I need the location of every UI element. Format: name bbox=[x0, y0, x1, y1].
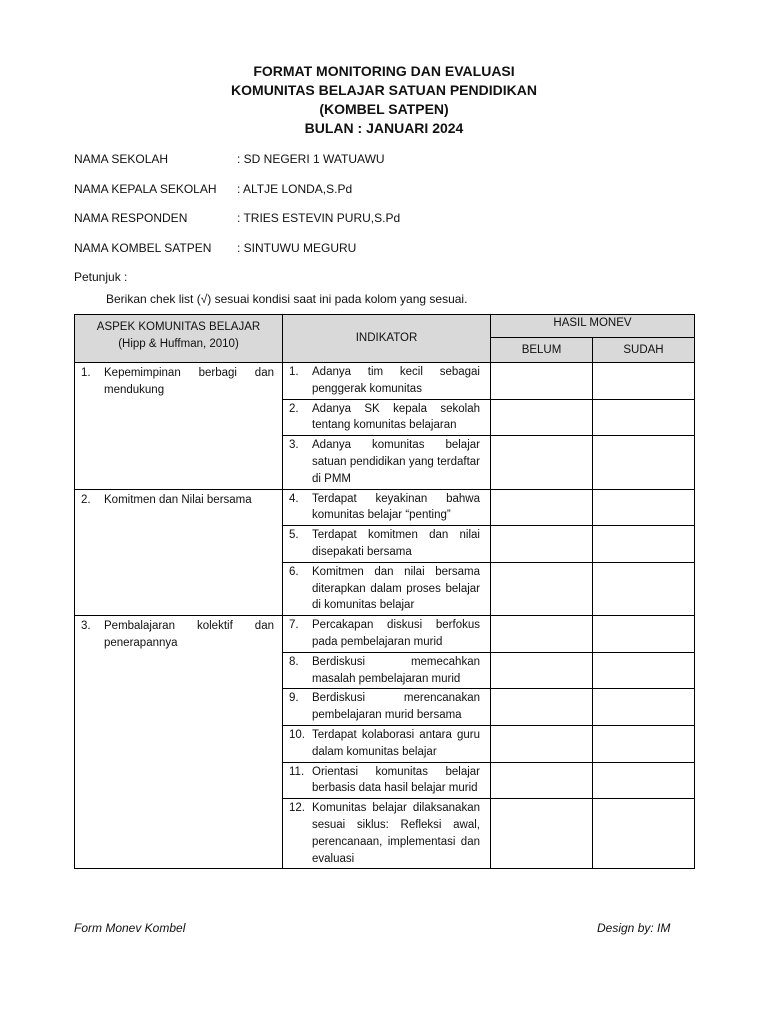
belum-checkbox-cell[interactable] bbox=[491, 689, 593, 726]
title-line-4: BULAN : JANUARI 2024 bbox=[304, 120, 464, 136]
indicator-cell bbox=[283, 399, 491, 436]
info-value: : TRIES ESTEVIN PURU,S.Pd bbox=[237, 211, 401, 225]
aspect-cell-1 bbox=[75, 363, 283, 490]
info-value: : SD NEGERI 1 WATUAWU bbox=[237, 152, 385, 166]
indicator-cell bbox=[283, 436, 491, 489]
header-aspek-line2: (Hipp & Huffman, 2010) bbox=[118, 337, 239, 350]
indicator-cell bbox=[283, 526, 491, 563]
indicator-text: Komitmen dan nilai bersama diterapkan dalam proses belajar di komunitas belajar bbox=[312, 565, 480, 612]
indicator-text: Terdapat komitmen dan nilai disepakati bersama bbox=[312, 529, 480, 558]
header-hasil-monev: HASIL MONEV bbox=[491, 315, 695, 338]
indicator-number: 12. bbox=[289, 802, 305, 815]
table-header-row bbox=[75, 315, 695, 338]
indicator-text: Terdapat kolaborasi antara guru dalam komunitas belajar bbox=[312, 728, 480, 758]
info-value: : SINTUWU MEGURU bbox=[237, 241, 357, 255]
info-label: NAMA RESPONDEN bbox=[74, 211, 188, 225]
header-indikator: INDIKATOR bbox=[283, 315, 491, 363]
indicator-cell bbox=[283, 799, 491, 869]
aspect-text: Komitmen dan Nilai bersama bbox=[104, 493, 252, 506]
indicator-number: 2. bbox=[289, 402, 299, 415]
header-sudah: SUDAH bbox=[593, 338, 695, 363]
sudah-checkbox-cell[interactable] bbox=[593, 526, 695, 563]
aspect-number: 2. bbox=[81, 493, 91, 506]
sudah-checkbox-cell[interactable] bbox=[593, 436, 695, 489]
indicator-cell bbox=[283, 616, 491, 653]
indicator-number: 10. bbox=[289, 728, 305, 741]
header-belum: BELUM bbox=[491, 338, 593, 363]
indicator-text: Orientasi komunitas belajar berbasis data hasil belajar murid bbox=[312, 765, 480, 795]
aspect-cell-2 bbox=[75, 489, 283, 616]
sudah-checkbox-cell[interactable] bbox=[593, 399, 695, 436]
indicator-text: Percakapan diskusi berfokus pada pembelajaran murid bbox=[312, 619, 480, 648]
info-label: NAMA KOMBEL SATPEN bbox=[74, 241, 212, 255]
indicator-text: Berdiskusi merencanakan pembelajaran murid bersama bbox=[312, 692, 480, 722]
belum-checkbox-cell[interactable] bbox=[491, 489, 593, 526]
belum-checkbox-cell[interactable] bbox=[491, 526, 593, 563]
table-row bbox=[75, 616, 695, 653]
title-line-3: (KOMBEL SATPEN) bbox=[319, 101, 449, 117]
indicator-text: Terdapat keyakinan bahwa komunitas belajar “penting” bbox=[312, 492, 480, 522]
table-row bbox=[75, 363, 695, 400]
aspect-number: 1. bbox=[81, 367, 91, 379]
indicator-number: 9. bbox=[289, 692, 299, 705]
indicator-number: 3. bbox=[289, 439, 299, 452]
document-title bbox=[0, 62, 768, 138]
aspect-text: Kepemimpinan berbagi dan mendukung bbox=[104, 367, 274, 396]
indicator-cell bbox=[283, 725, 491, 762]
belum-checkbox-cell[interactable] bbox=[491, 436, 593, 489]
indicator-text: Adanya SK kepala sekolah tentang komunitas belajaran bbox=[312, 402, 480, 432]
belum-checkbox-cell[interactable] bbox=[491, 652, 593, 689]
info-value: : ALTJE LONDA,S.Pd bbox=[237, 182, 353, 196]
indicator-text: Komunitas belajar dilaksanakan sesuai siklus: Refleksi awal, perencanaan, implementasi dan evaluasi bbox=[312, 802, 480, 865]
indicator-cell bbox=[283, 363, 491, 400]
indicator-number: 6. bbox=[289, 565, 299, 578]
belum-checkbox-cell[interactable] bbox=[491, 363, 593, 400]
sudah-checkbox-cell[interactable] bbox=[593, 616, 695, 653]
header-aspek-line1: ASPEK KOMUNITAS BELAJAR bbox=[96, 321, 261, 333]
indicator-number: 7. bbox=[289, 619, 299, 632]
sudah-checkbox-cell[interactable] bbox=[593, 725, 695, 762]
indicator-text: Berdiskusi memecahkan masalah pembelajaran murid bbox=[312, 655, 480, 685]
indicator-number: 1. bbox=[289, 366, 299, 378]
table-row bbox=[75, 489, 695, 526]
sudah-checkbox-cell[interactable] bbox=[593, 363, 695, 400]
header-aspek bbox=[75, 315, 283, 363]
indicator-cell bbox=[283, 689, 491, 726]
belum-checkbox-cell[interactable] bbox=[491, 725, 593, 762]
aspect-cell-3 bbox=[75, 616, 283, 869]
indicator-text: Adanya tim kecil sebagai penggerak komunitas bbox=[312, 366, 480, 395]
aspect-text: Pembalajaran kolektif dan penerapannya bbox=[104, 620, 274, 649]
footer-designer: Design by: IM bbox=[597, 921, 671, 935]
info-label: NAMA SEKOLAH bbox=[74, 152, 169, 166]
instructions-label: Petunjuk : bbox=[74, 270, 128, 284]
sudah-checkbox-cell[interactable] bbox=[593, 689, 695, 726]
sudah-checkbox-cell[interactable] bbox=[593, 489, 695, 526]
sudah-checkbox-cell[interactable] bbox=[593, 762, 695, 799]
title-line-1: FORMAT MONITORING DAN EVALUASI bbox=[253, 63, 515, 79]
belum-checkbox-cell[interactable] bbox=[491, 762, 593, 799]
sudah-checkbox-cell[interactable] bbox=[593, 562, 695, 615]
indicator-number: 4. bbox=[289, 492, 299, 505]
monev-table bbox=[74, 314, 695, 869]
belum-checkbox-cell[interactable] bbox=[491, 616, 593, 653]
belum-checkbox-cell[interactable] bbox=[491, 799, 593, 869]
indicator-text: Adanya komunitas belajar satuan pendidikan yang terdaftar di PMM bbox=[312, 439, 480, 485]
info-label: NAMA KEPALA SEKOLAH bbox=[74, 182, 217, 196]
aspect-number: 3. bbox=[81, 620, 91, 633]
indicator-cell bbox=[283, 562, 491, 615]
indicator-number: 11. bbox=[289, 765, 305, 778]
indicator-number: 8. bbox=[289, 655, 299, 668]
belum-checkbox-cell[interactable] bbox=[491, 562, 593, 615]
sudah-checkbox-cell[interactable] bbox=[593, 652, 695, 689]
footer-form-name: Form Monev Kombel bbox=[74, 921, 186, 935]
indicator-cell bbox=[283, 489, 491, 526]
instructions-text: Berikan chek list (√) sesuai kondisi saat ini pada kolom yang sesuai. bbox=[106, 292, 468, 306]
belum-checkbox-cell[interactable] bbox=[491, 399, 593, 436]
sudah-checkbox-cell[interactable] bbox=[593, 799, 695, 869]
indicator-number: 5. bbox=[289, 529, 299, 542]
indicator-cell bbox=[283, 652, 491, 689]
title-line-2: KOMUNITAS BELAJAR SATUAN PENDIDIKAN bbox=[231, 82, 537, 98]
indicator-cell bbox=[283, 762, 491, 799]
